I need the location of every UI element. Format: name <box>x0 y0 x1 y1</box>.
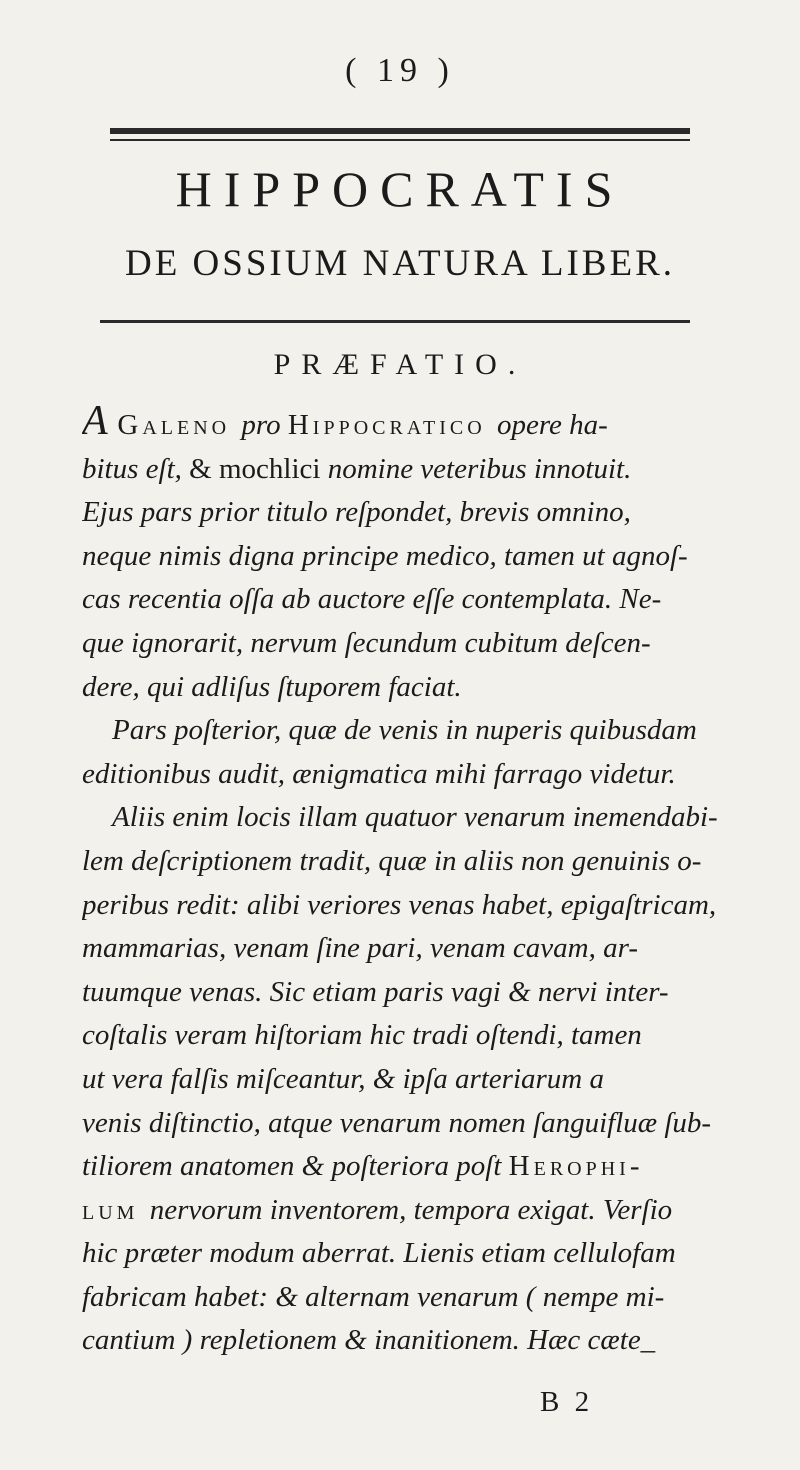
text-span: nomine veteribus innotuit. <box>327 452 632 485</box>
text-span: ar- <box>603 932 638 965</box>
middle-rule <box>100 320 690 323</box>
text-span: tuumque venas. Sic etiam paris vagi <box>82 975 509 1008</box>
text-span: coſtalis veram hiſtoriam hic tradi oſtendi <box>82 1019 557 1052</box>
text-span: quæ de venis in nuperis quibusdam <box>288 714 697 747</box>
text-span: , <box>273 714 289 747</box>
text-span: venam cavam <box>429 932 589 965</box>
text-span: , <box>546 888 561 921</box>
text-line <box>82 1319 722 1363</box>
text-span: tempora exigat. Verſio <box>413 1193 673 1226</box>
text-span: bitus eſt <box>82 452 175 485</box>
signature-mark: B 2 <box>540 1386 594 1418</box>
text-span: , <box>556 1019 571 1052</box>
text-span: tamen ut agnoſ- <box>504 539 688 572</box>
text-line <box>82 1014 722 1058</box>
title-line-2: DE OSSIUM NATURA LIBER. <box>124 243 676 284</box>
section-title: PRÆFATIO. <box>273 348 527 381</box>
text-span: dere <box>82 670 133 703</box>
text-span: que ignorarit <box>82 626 236 659</box>
page-number: ( 19 ) <box>345 52 455 89</box>
text-span: cantium ) repletionem <box>82 1324 345 1357</box>
text-span: ænigmatica mihi farrago videtur. <box>292 757 676 790</box>
text-span: fabricam habet: <box>82 1280 276 1313</box>
text-line <box>82 491 722 535</box>
top-thick-rule <box>110 128 690 134</box>
text-line <box>82 927 722 971</box>
text-line <box>82 709 722 753</box>
text-line <box>82 796 722 840</box>
text-span: cas recentia oſſa ab auctore eſſe contemplata. Ne- <box>82 583 662 616</box>
text-line <box>82 578 722 622</box>
text-span: , <box>218 932 234 965</box>
text-line <box>82 448 722 492</box>
text-span: venis diſtinctio <box>82 1106 254 1139</box>
drop-cap: A <box>82 400 118 444</box>
text-span: , <box>132 670 147 703</box>
ampersand: & <box>508 975 531 1008</box>
title-line-1: HIPPOCRATIS <box>175 161 625 217</box>
body-text <box>82 400 722 1363</box>
text-line <box>82 1189 722 1233</box>
text-span: neque nimis digna principe medico <box>82 539 490 572</box>
name-herophilum-cont: lum <box>82 1193 150 1226</box>
name-galeno: Galeno <box>117 409 242 441</box>
text-line <box>82 1102 722 1146</box>
ampersand: & <box>301 1150 325 1183</box>
text-span: mammarias <box>82 932 219 965</box>
text-span: peribus redit: alibi veriores venas habet <box>82 888 547 921</box>
text-line <box>82 1145 722 1189</box>
text-span: , <box>277 757 293 790</box>
text-line <box>82 1276 722 1320</box>
text-span: , <box>358 1062 373 1095</box>
text-line <box>82 1232 722 1276</box>
text-span: epigaſtricam <box>560 888 709 921</box>
text-span: opere ha- <box>496 409 608 441</box>
text-line <box>82 666 722 710</box>
text-span: tamen <box>570 1019 642 1052</box>
text-span: , <box>445 496 460 529</box>
top-thin-rule <box>110 139 690 141</box>
text-span: , <box>399 1193 414 1226</box>
name-herophilum: Herophi- <box>508 1150 644 1183</box>
text-line <box>82 753 722 797</box>
text-span: qui adliſus ſtuporem faciat. <box>146 670 462 703</box>
text-span: poſteriora poſt <box>324 1150 509 1183</box>
text-span: hic præter modum aberrat. Lienis etiam cellulofam <box>82 1237 676 1270</box>
ampersand: & <box>372 1062 396 1095</box>
text-span: alternam venarum ( nempe mi- <box>297 1280 665 1313</box>
text-line <box>82 622 722 666</box>
text-line <box>82 1058 722 1102</box>
text-span: inanitionem. Hæc cæte_ <box>366 1324 656 1357</box>
text-span: mochlici <box>211 452 328 485</box>
text-span: Ejus pars prior titulo reſpondet <box>82 496 446 529</box>
text-span: , <box>708 888 717 921</box>
text-line <box>82 535 722 579</box>
text-span: , <box>489 539 505 572</box>
text-span: nervi inter- <box>530 975 669 1008</box>
text-line <box>82 884 722 928</box>
text-span: brevis omnino <box>459 496 624 529</box>
text-span: , <box>363 844 379 877</box>
text-span: editionibus audit <box>82 757 278 790</box>
text-line <box>82 840 722 884</box>
name-hippocratico: Hippocratico <box>287 409 497 441</box>
text-span: tiliorem anatomen <box>82 1150 302 1183</box>
text-span: Pars poſterior <box>112 714 274 747</box>
text-span: atque venarum nomen ſanguifluæ ſub- <box>268 1106 712 1139</box>
text-span: ut vera falſis miſceantur <box>82 1062 359 1095</box>
text-span: lem deſcriptionem tradit <box>82 844 364 877</box>
text-span: , <box>623 496 631 529</box>
text-line <box>82 971 722 1015</box>
ampersand: & <box>189 452 212 485</box>
ampersand: & <box>275 1280 298 1313</box>
text-line <box>82 400 722 448</box>
text-span: quæ in aliis non genuinis o- <box>378 844 702 877</box>
text-span: , <box>253 1106 269 1139</box>
text-span: Aliis enim locis illam quatuor venarum inemendabi- <box>112 801 718 834</box>
text-span: , <box>174 452 190 485</box>
text-span: ipſa arteriarum a <box>395 1062 604 1095</box>
text-span: , <box>588 932 604 965</box>
text-span: nervorum inventorem <box>149 1193 400 1226</box>
text-span: nervum ſecundum cubitum deſcen- <box>250 626 651 659</box>
ampersand: & <box>344 1324 367 1357</box>
text-span: pro <box>241 409 288 441</box>
text-span: , <box>415 932 430 965</box>
text-span: , <box>235 626 251 659</box>
text-span: venam ſine pari <box>233 932 416 965</box>
